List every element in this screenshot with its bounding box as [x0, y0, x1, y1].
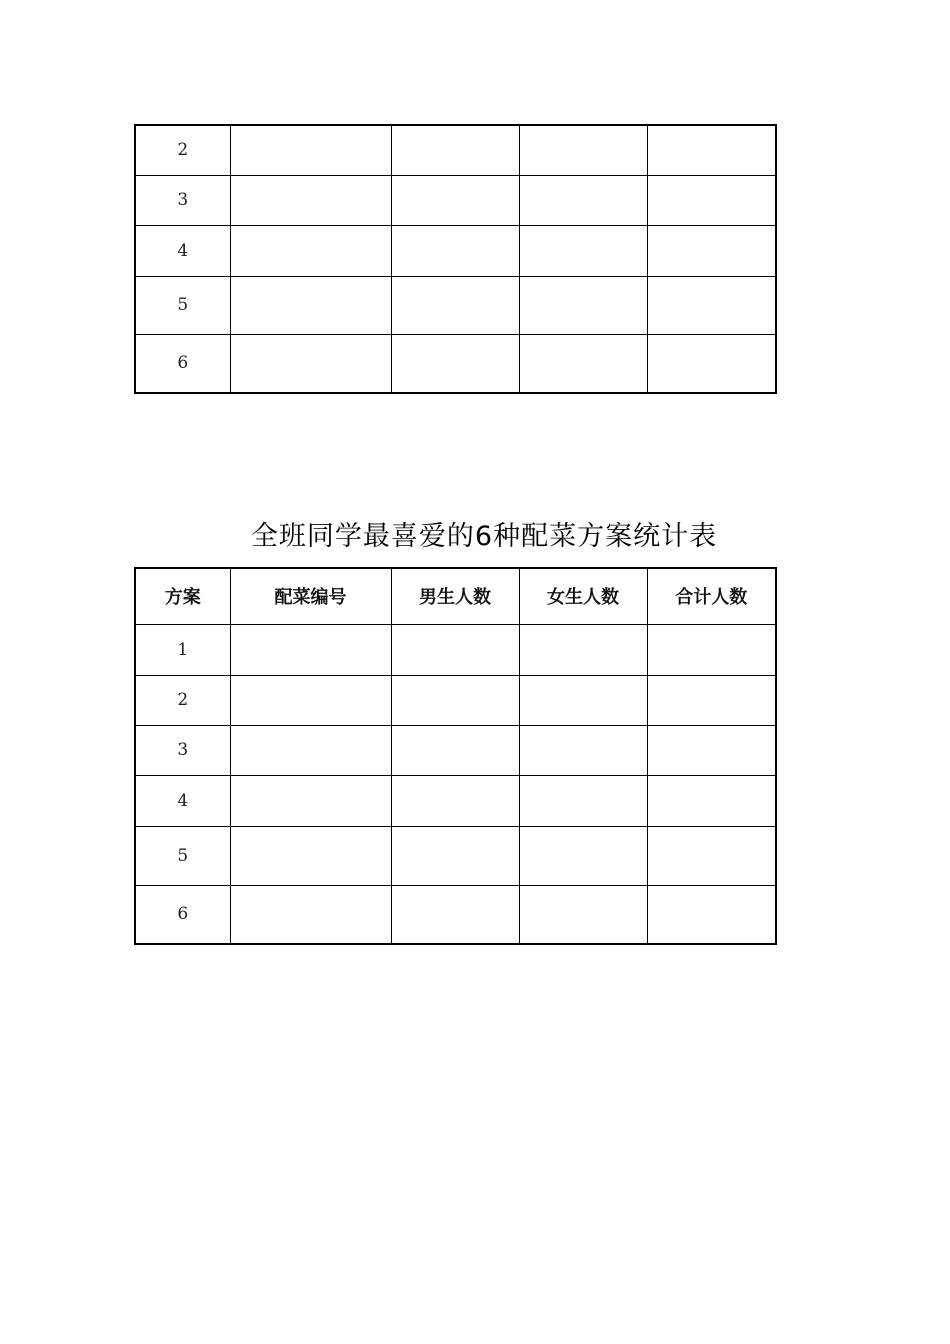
table-cell [519, 624, 647, 675]
table-cell [391, 885, 519, 944]
table-cell [391, 675, 519, 725]
table-cell [647, 125, 776, 175]
table-cell [230, 885, 391, 944]
row-number: 6 [135, 334, 230, 393]
row-number: 2 [135, 675, 230, 725]
table-row [135, 175, 776, 225]
table-row [135, 624, 776, 675]
row-number: 4 [135, 775, 230, 826]
table-row [135, 225, 776, 276]
table-cell [647, 624, 776, 675]
table-row [135, 826, 776, 885]
column-header-girls-count: 女生人数 [519, 568, 647, 624]
row-number: 6 [135, 885, 230, 944]
table-row [135, 675, 776, 725]
table-row [135, 334, 776, 393]
table-cell [391, 276, 519, 334]
table-cell [647, 334, 776, 393]
table-cell [391, 775, 519, 826]
table-cell [647, 675, 776, 725]
table-cell [647, 885, 776, 944]
table-cell [519, 675, 647, 725]
row-number: 5 [135, 276, 230, 334]
table-cell [519, 885, 647, 944]
table-cell [519, 276, 647, 334]
table-cell [230, 624, 391, 675]
row-number: 5 [135, 826, 230, 885]
table-row [135, 125, 776, 175]
table-cell [391, 225, 519, 276]
row-number: 2 [135, 125, 230, 175]
column-header-plan: 方案 [135, 568, 230, 624]
table-cell [391, 175, 519, 225]
table-cell [391, 334, 519, 393]
table-cell [230, 334, 391, 393]
continued-table [134, 124, 777, 394]
table-title: 全班同学最喜爱的6种配菜方案统计表 [250, 521, 718, 552]
table-cell [519, 225, 647, 276]
table-cell [230, 826, 391, 885]
table-cell [519, 775, 647, 826]
table-cell [647, 725, 776, 775]
column-header-total-count: 合计人数 [647, 568, 776, 624]
table-cell [391, 624, 519, 675]
table-cell [647, 276, 776, 334]
table-cell [230, 675, 391, 725]
table-cell [647, 225, 776, 276]
table-cell [230, 175, 391, 225]
table-cell [647, 826, 776, 885]
row-number: 4 [135, 225, 230, 276]
table-cell [519, 125, 647, 175]
table-cell [519, 725, 647, 775]
header-row [135, 568, 776, 624]
table-cell [230, 225, 391, 276]
table-row [135, 885, 776, 944]
table-cell [519, 175, 647, 225]
table-cell [519, 826, 647, 885]
column-header-boys-count: 男生人数 [391, 568, 519, 624]
table-row [135, 276, 776, 334]
table-cell [230, 276, 391, 334]
table-row [135, 775, 776, 826]
dish-plan-statistics-table [134, 567, 777, 945]
column-header-dish-number: 配菜编号 [230, 568, 391, 624]
table-cell [647, 775, 776, 826]
table-cell [230, 125, 391, 175]
table-row [135, 725, 776, 775]
table-cell [391, 826, 519, 885]
row-number: 3 [135, 725, 230, 775]
table-cell [230, 725, 391, 775]
table-cell [391, 125, 519, 175]
row-number: 3 [135, 175, 230, 225]
table-cell [519, 334, 647, 393]
table-cell [391, 725, 519, 775]
table-cell [647, 175, 776, 225]
row-number: 1 [135, 624, 230, 675]
table-cell [230, 775, 391, 826]
